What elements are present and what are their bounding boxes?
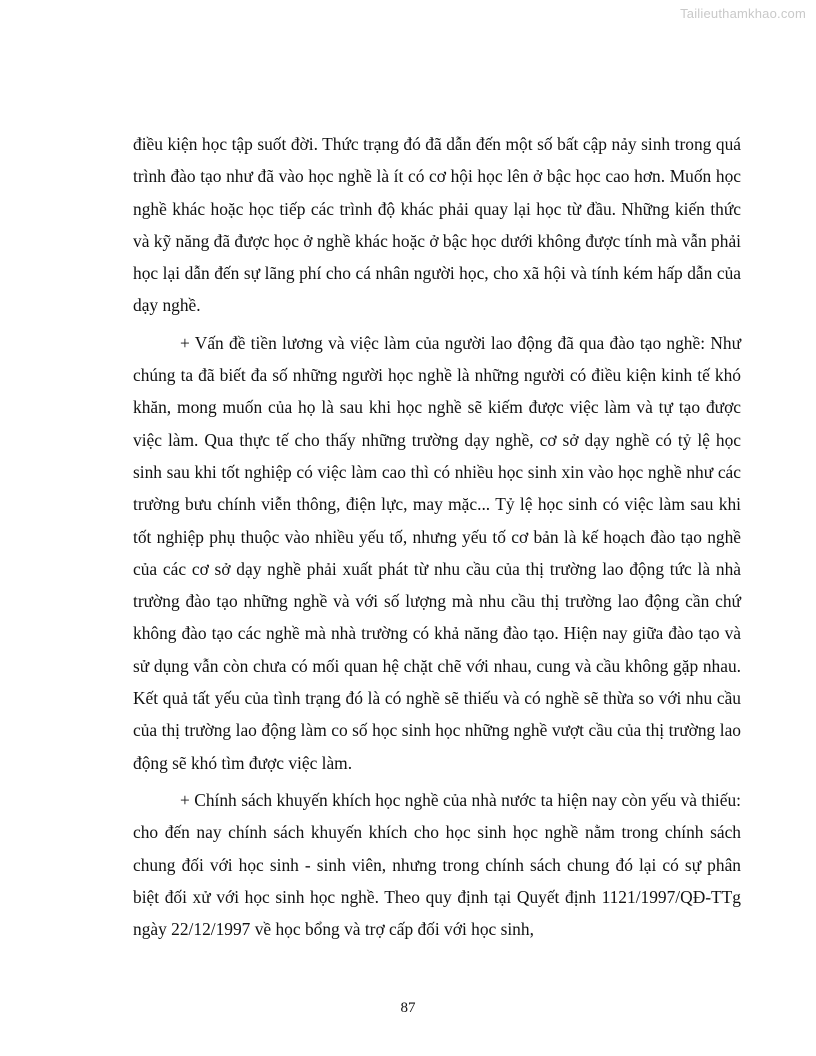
watermark-text: Tailieuthamkhao.com bbox=[680, 6, 806, 21]
paragraph-continuation: điều kiện học tập suốt đời. Thức trạng đó đã dẫn đến một số bất cập nảy sinh trong quá trình đào tạo như đã vào học nghề là ít có cơ hội học lên ở bậc học cao hơn. Muốn học nghề khác hoặc học tiếp các trình độ khác phải quay lại học từ đầu. Những kiến thức và kỹ năng đã được học ở nghề khác hoặc ở bậc học dưới không được tính mà vẫn phải học lại dẫn đến sự lãng phí cho cá nhân người học, cho xã hội và tính kém hấp dẫn của dạy nghề. bbox=[133, 134, 741, 316]
document-body bbox=[133, 128, 741, 945]
paragraph-wage-employment: + Vấn đề tiền lương và việc làm của người lao động đã qua đào tạo nghề: Như chúng ta đã biết đa số những người học nghề là những người có điều kiện kinh tế khó khăn, mong muốn của họ là sau khi học nghề sẽ kiếm được việc làm và tự tạo được việc làm. Qua thực tế cho thấy những trường dạy nghề, cơ sở dạy nghề có tỷ lệ học sinh sau khi tốt nghiệp có việc làm cao thì có nhiều học sinh xin vào học nghề như các trường bưu chính viễn thông, điện lực, may mặc... Tỷ lệ học sinh có việc làm sau khi tốt nghiệp phụ thuộc vào nhiều yếu tố, nhưng yếu tố cơ bản là kế hoạch đào tạo nghề của các cơ sở dạy nghề phải xuất phát từ nhu cầu của thị trường lao động tức là nhà trường đào tạo những nghề và với số lượng mà nhu cầu thị trường lao động cần chứ không đào tạo các nghề mà nhà trường có khả năng đào tạo. Hiện nay giữa đào tạo và sử dụng vẫn còn chưa có mối quan hệ chặt chẽ với nhau, cung và cầu không gặp nhau. Kết quả tất yếu của tình trạng đó là có nghề sẽ thiếu và có nghề sẽ thừa so với nhu cầu của thị trường lao động làm co số học sinh học những nghề vượt cầu của thị trường lao động sẽ khó tìm được việc làm. bbox=[133, 332, 741, 773]
paragraph-incentive-policy: + Chính sách khuyến khích học nghề của nhà nước ta hiện nay còn yếu và thiếu: cho đến nay chính sách khuyến khích cho học sinh học nghề nằm trong chính sách chung đối với học sinh - sinh viên, nhưng trong chính sách chung đó lại có sự phân biệt đối xử với học sinh học nghề. Theo quy định tại Quyết định 1121/1997/QĐ-TTg ngày 22/12/1997 về học bổng và trợ cấp đối với học sinh, bbox=[133, 789, 741, 940]
page-number: 87 bbox=[400, 1000, 416, 1016]
